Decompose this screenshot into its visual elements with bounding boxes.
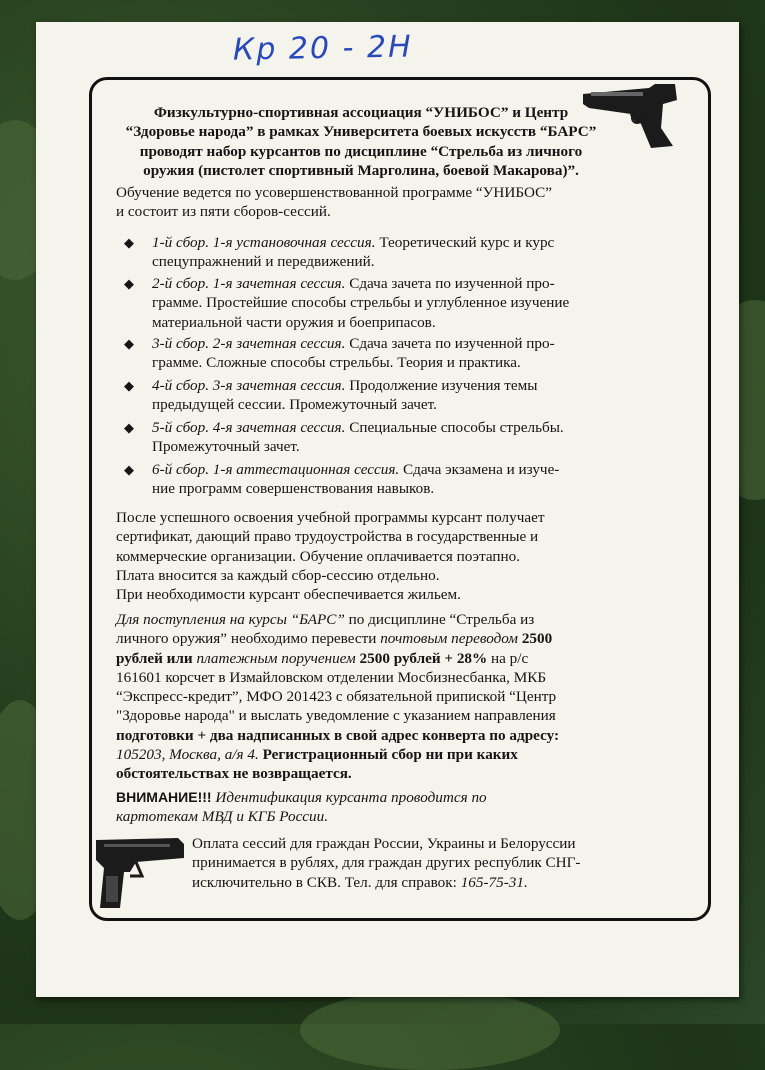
certificate-line: Плата вносится за каждый сбор-сессию отдельно. [116, 566, 440, 584]
diamond-bullet-icon: ◆ [124, 235, 134, 250]
session-item [124, 376, 684, 415]
session-title: 4-й сбор. 3-я зачетная сессия. [152, 377, 346, 394]
session-title: 2-й сбор. 1-я зачетная сессия. [152, 275, 346, 292]
session-title: 3-й сбор. 2-я зачетная сессия. [152, 335, 346, 352]
payment-text: на р/с [487, 649, 529, 667]
payment-line: обстоятельствах не возвращается. [116, 765, 352, 783]
footer-line [192, 873, 672, 892]
footer-line: Оплата сессий для граждан России, Украины и Белоруссии [192, 835, 576, 852]
payment-paragraph [116, 610, 676, 784]
session-text: Теоретический курс и курс [375, 234, 555, 251]
session-text: спецупражнений и передвижений. [152, 253, 375, 271]
session-title: 1-й сбор. 1-я установочная сессия. [152, 234, 376, 251]
diamond-bullet-icon: ◆ [124, 336, 134, 351]
payment-amount: 2500 [518, 630, 553, 648]
session-item [124, 334, 684, 373]
warning-text: картотекам МВД и КГБ России. [116, 808, 329, 826]
warning-label: ВНИМАНИЕ!!! [116, 789, 212, 805]
program-intro-line: Обучение ведется по усовершенствованной программе “УНИБОС” [116, 184, 552, 201]
intro-line: Физкультурно-спортивная ассоциация “УНИБОС” и Центр [153, 104, 569, 121]
session-text: Сдача зачета по изученной про- [345, 335, 555, 352]
background-pattern [300, 990, 560, 1070]
session-item [124, 274, 684, 332]
diamond-bullet-icon: ◆ [124, 378, 134, 393]
makarov-pistol-icon [90, 832, 188, 912]
session-title: 5-й сбор. 4-я зачетная сессия. [152, 419, 346, 436]
payment-text: личного оружия” необходимо перевести [116, 630, 381, 648]
handwritten-note: Кр 20 - 2Н [232, 29, 413, 68]
payment-line: “Экспресс-кредит”, МФО 201423 с обязательной припиской “Центр [116, 688, 557, 706]
session-item [124, 418, 684, 457]
certificate-line: При необходимости курсант обеспечивается жильем. [116, 586, 461, 604]
program-intro [116, 183, 676, 222]
footer-paragraph [192, 834, 672, 892]
session-item [124, 460, 684, 499]
payment-amount: 2500 рублей + 28% [355, 649, 488, 667]
warning-text: Идентификация курсанта проводится по [211, 789, 487, 806]
payment-line [116, 745, 676, 764]
payment-italic: платежным поручением [196, 649, 356, 667]
payment-address: 105203, Москва, а/я 4. [116, 746, 259, 764]
payment-line: 161601 корсчет в Измайловском отделении Мосбизнесбанка, МКБ [116, 668, 547, 686]
payment-line [116, 629, 676, 648]
session-text: ние программ совершенствования навыков. [152, 480, 435, 498]
diamond-bullet-icon: ◆ [124, 420, 134, 435]
payment-line: "Здоровье народа" и выслать уведомление с указанием направления [116, 707, 556, 725]
session-text: Промежуточный зачет. [152, 438, 300, 456]
payment-italic: Для поступления на курсы “БАРС” [116, 611, 345, 628]
payment-text: Регистрационный сбор ни при каких [258, 746, 518, 764]
session-text: Сдача зачета по изученной про- [345, 275, 555, 292]
session-text: грамме. Сложные способы стрельбы. Теория и практика. [152, 354, 521, 372]
session-text: материальной части оружия и боеприпасов. [152, 313, 436, 331]
payment-line: подготовки + два надписанных в свой адрес конверта по адресу: [116, 726, 560, 744]
certificate-line: сертификат, дающий право трудоустройства в государственные и [116, 528, 539, 546]
diamond-bullet-icon: ◆ [124, 276, 134, 291]
diamond-bullet-icon: ◆ [124, 462, 134, 477]
payment-italic: почтовым переводом [380, 630, 519, 648]
certificate-line: После успешного освоения учебной программы курсант получает [116, 509, 545, 526]
footer-text: исключительно в СКВ. Тел. для справок: [192, 873, 461, 891]
payment-line [116, 610, 676, 629]
intro-line: “Здоровье народа” в рамках Университета боевых искусств “БАРС” [125, 123, 597, 141]
session-text: Продолжение изучения темы [345, 377, 538, 394]
intro-line: проводят набор курсантов по дисциплине “Стрельба из личного [139, 142, 583, 160]
session-text: Сдача экзамена и изуче- [399, 461, 560, 478]
session-text: предыдущей сессии. Промежуточный зачет. [152, 396, 437, 414]
intro-line: оружия (пистолет спортивный Марголина, боевой Макарова)”. [143, 161, 579, 179]
warning-paragraph [116, 788, 676, 827]
intro-paragraph [100, 103, 622, 180]
payment-amount: рублей или [116, 649, 197, 667]
certificate-line: коммерческие организации. Обучение оплачивается поэтапно. [116, 547, 521, 565]
session-item [124, 233, 684, 272]
session-title: 6-й сбор. 1-я аттестационная сессия. [152, 461, 400, 478]
payment-text: по дисциплине “Стрельба из [344, 611, 535, 628]
program-intro-line: и состоит из пяти сборов-сессий. [116, 203, 331, 221]
session-text: Специальные способы стрельбы. [345, 419, 564, 436]
phone-number: 165-75-31. [460, 873, 528, 891]
footer-line: принимается в рублях, для граждан других республик СНГ- [192, 854, 581, 872]
certificate-paragraph [116, 508, 676, 604]
payment-line [116, 649, 676, 668]
session-text: грамме. Простейшие способы стрельбы и углубленное изучение [152, 294, 570, 312]
